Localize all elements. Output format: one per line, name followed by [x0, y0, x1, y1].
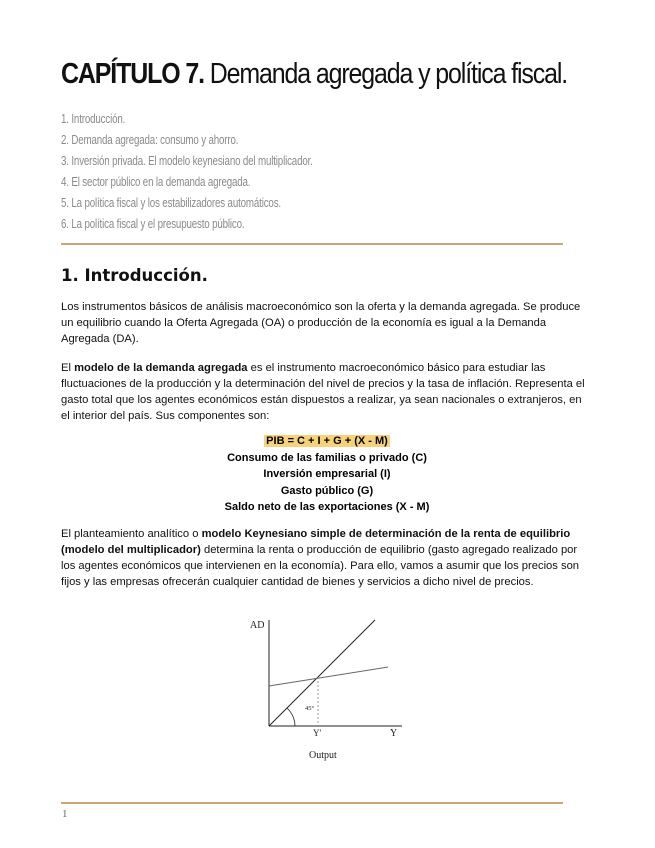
table-of-contents: [61, 109, 384, 235]
angle-label: 45°: [305, 705, 315, 712]
toc-item: 5. La política fiscal y los estabilizadores automáticos.: [61, 196, 281, 210]
paragraph-keynesian-model: [61, 526, 593, 590]
component-item: Inversión empresarial (I): [263, 468, 391, 480]
keynesian-cross-diagram: [240, 612, 420, 772]
equilibrium-label: Y': [313, 728, 322, 738]
pib-formula: PIB = C + I + G + (X - M): [266, 435, 388, 447]
toc-item: 3. Inversión privada. El modelo keynesiano del multiplicador.: [61, 154, 313, 168]
paragraph-demand-model: [61, 360, 593, 424]
section-heading: 1. Introducción.: [61, 266, 208, 285]
component-item: Consumo de las familias o privado (C): [227, 451, 427, 464]
bold-term: modelo Keynesiano simple de determinación de la renta de equilibrio (modelo del multiplicador): [61, 528, 571, 556]
45-degree-line: [269, 620, 375, 726]
toc-item: 2. Demanda agregada: consumo y ahorro.: [61, 133, 239, 147]
toc-item: 4. El sector público en la demanda agregada.: [61, 175, 251, 189]
formula-block: [61, 433, 593, 516]
paragraph-text: El planteamiento analítico o: [61, 528, 202, 540]
chapter-title-text: Demanda agregada y política fiscal.: [209, 58, 568, 90]
toc-item: 1. Introducción.: [61, 112, 126, 126]
chapter-number: CAPÍTULO 7.: [61, 58, 204, 90]
chapter-title: [61, 58, 567, 91]
header-divider: [61, 243, 563, 245]
x-axis-label: Y: [390, 728, 398, 739]
toc-item: 6. La política fiscal y el presupuesto público.: [61, 217, 245, 231]
y-axis-label: AD: [250, 620, 265, 631]
paragraph-text: determina la renta o producción de equilibrio (gasto agregado realizado por los agentes económicos que intervienen en la economía). Para ello, vamos a asumir que los precios son fijos y las empresas ofrecerán cualquier cantidad de bienes y servicios a dicho nivel de precios.: [61, 544, 580, 588]
aggregate-demand-line: [269, 667, 388, 686]
paragraph-text: es el instrumento macroeconómico básico para estudiar las fluctuaciones de la producción y la determinación del nivel de precios y la tasa de inflación. Representa el gasto total que los agentes económicos están dispuestos a realizar, ya sean nacionales o extranjeros, en el interior del país. Sus componentes son:: [61, 362, 585, 422]
page-number: 1: [62, 808, 68, 820]
component-item: Gasto público (G): [280, 484, 374, 497]
paragraph-text: El: [61, 362, 75, 374]
component-item: Saldo neto de las exportaciones (X - M): [224, 501, 430, 513]
bold-term: modelo de la demanda agregada: [74, 362, 248, 374]
footer-divider: [61, 802, 563, 804]
paragraph-intro: Los instrumentos básicos de análisis macroeconómico son la oferta y la demanda agregada. Se produce un equilibrio cuando la Oferta Agregada (OA) o producción de la economía es igual a la Demanda Agregada (DA).: [61, 301, 581, 345]
diagram-caption: Output: [309, 750, 337, 761]
angle-arc: [287, 708, 295, 726]
